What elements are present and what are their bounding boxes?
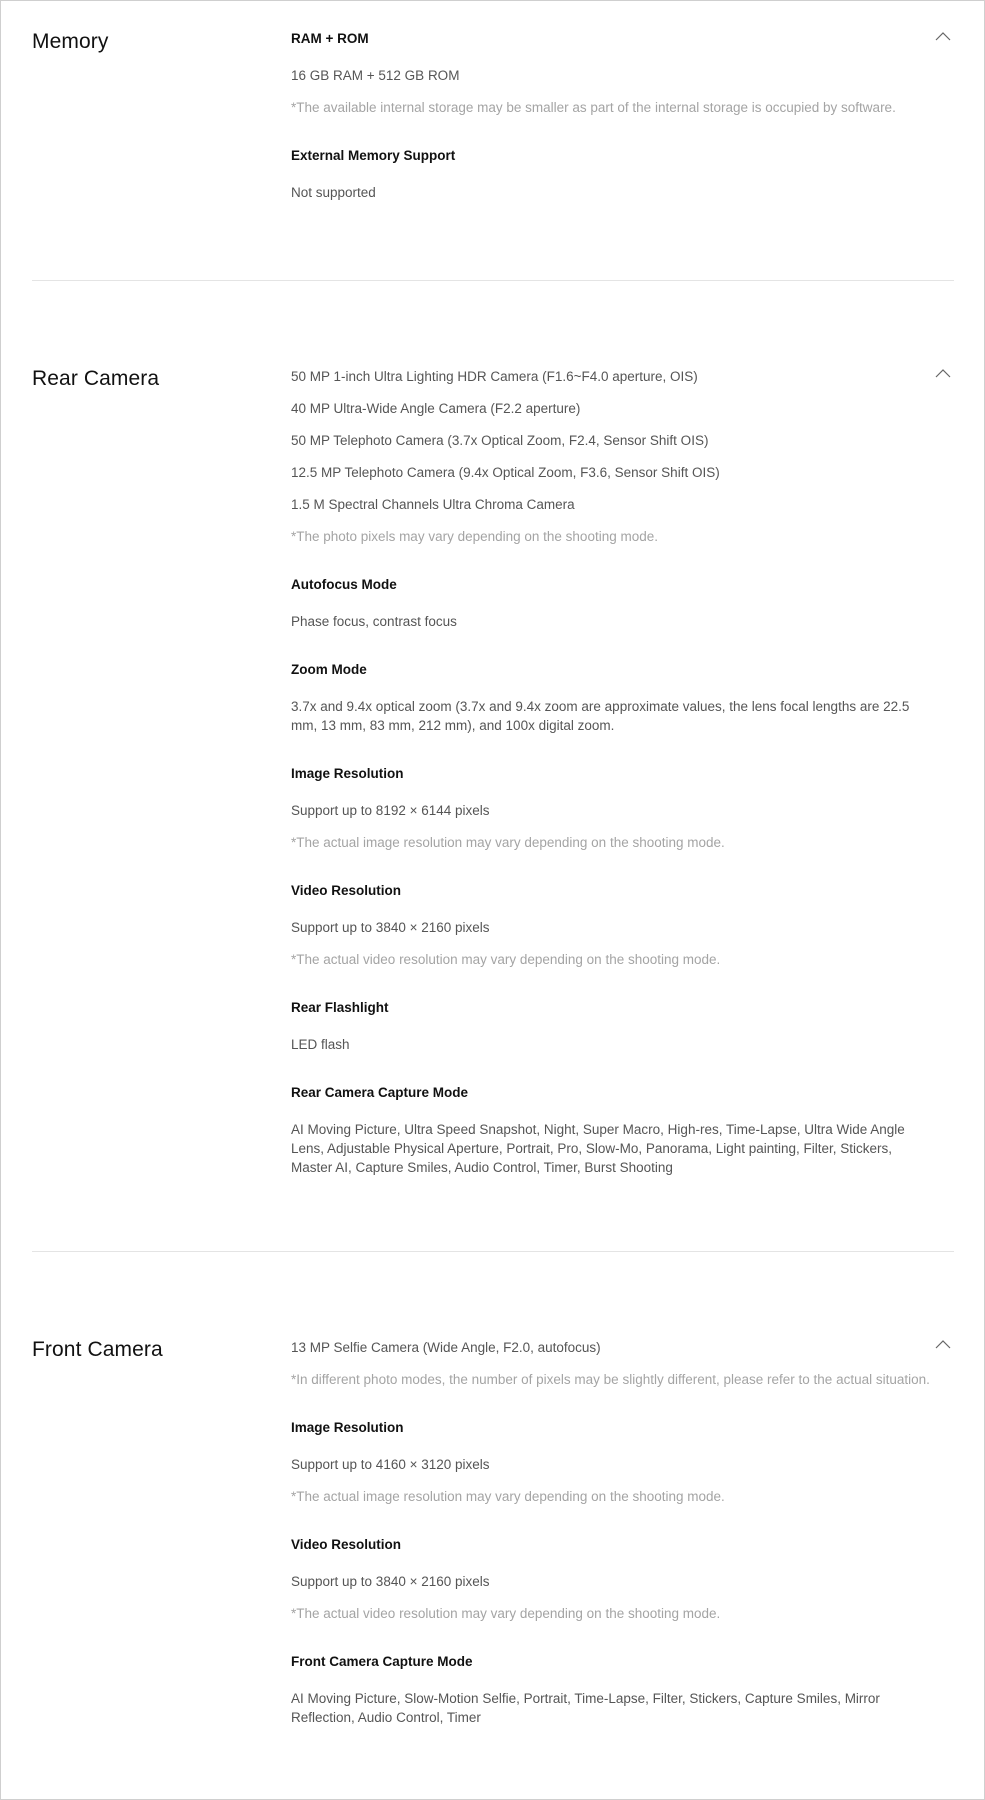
spec-heading: Rear Flashlight <box>291 1000 389 1015</box>
spec-value: AI Moving Picture, Ultra Speed Snapshot, Night, Super Macro, High-res, Time-Lapse, Ultra Wide Angle Lens, Adjustable Physical Aperture, Portrait, Pro, Slow-Mo, Panorama, Light painting, Filter, Stickers, Master AI, Capture Smiles, Audio Control, Timer, Burst Shooting <box>291 1122 905 1175</box>
chevron-up-icon <box>935 368 951 378</box>
spec-external-memory <box>291 147 931 202</box>
spec-image-resolution <box>291 1419 931 1506</box>
spec-value: Not supported <box>291 185 376 200</box>
spec-value: 40 MP Ultra-Wide Angle Camera (F2.2 aperture) <box>291 401 581 416</box>
spec-heading: Video Resolution <box>291 1537 402 1552</box>
section-title-front-camera: Front Camera <box>32 1338 163 1361</box>
spec-ram-rom <box>291 30 931 117</box>
spec-value: AI Moving Picture, Slow-Motion Selfie, Portrait, Time-Lapse, Filter, Stickers, Capture Smiles, Mirror Reflection, Audio Control, Timer <box>291 1691 880 1725</box>
spec-value: 50 MP 1-inch Ultra Lighting HDR Camera (F1.6~F4.0 aperture, OIS) <box>291 369 698 384</box>
memory-specs <box>291 30 931 224</box>
chevron-up-icon <box>935 1339 951 1349</box>
spec-note: *The actual video resolution may vary depending on the shooting mode. <box>291 1606 721 1621</box>
spec-selfie-camera <box>291 1338 931 1389</box>
spec-note: *The photo pixels may vary depending on the shooting mode. <box>291 529 658 544</box>
spec-value: 16 GB RAM + 512 GB ROM <box>291 68 460 83</box>
spec-autofocus-mode <box>291 576 931 631</box>
rear-camera-specs <box>291 367 931 1199</box>
spec-note: *The actual video resolution may vary depending on the shooting mode. <box>291 952 721 967</box>
section-title-rear-camera: Rear Camera <box>32 367 160 390</box>
spec-value: LED flash <box>291 1037 350 1052</box>
spec-note: *The available internal storage may be smaller as part of the internal storage is occupied by software. <box>291 100 896 115</box>
chevron-up-icon <box>935 31 951 41</box>
spec-video-resolution <box>291 882 931 969</box>
spec-zoom-mode <box>291 661 931 735</box>
spec-value: 1.5 M Spectral Channels Ultra Chroma Camera <box>291 497 575 512</box>
spec-value: 13 MP Selfie Camera (Wide Angle, F2.0, autofocus) <box>291 1340 601 1355</box>
section-divider <box>32 280 954 281</box>
spec-value: Support up to 3840 × 2160 pixels <box>291 1574 490 1589</box>
front-camera-specs <box>291 1338 931 1749</box>
front-camera-collapse-button[interactable] <box>932 1336 954 1352</box>
spec-heading: Rear Camera Capture Mode <box>291 1085 469 1100</box>
spec-video-resolution <box>291 1536 931 1623</box>
spec-heading: Zoom Mode <box>291 662 367 677</box>
spec-value: Phase focus, contrast focus <box>291 614 457 629</box>
memory-collapse-button[interactable] <box>932 28 954 44</box>
spec-note: *The actual image resolution may vary depending on the shooting mode. <box>291 1489 725 1504</box>
spec-heading: Image Resolution <box>291 1420 404 1435</box>
spec-value: 3.7x and 9.4x optical zoom (3.7x and 9.4x zoom are approximate values, the lens focal lengths are 22.5 mm, 13 mm, 83 mm, 212 mm), and 100x digital zoom. <box>291 699 910 733</box>
spec-note: *In different photo modes, the number of pixels may be slightly different, please refer to the actual situation. <box>291 1372 930 1387</box>
section-title-memory: Memory <box>32 30 109 53</box>
spec-value: Support up to 4160 × 3120 pixels <box>291 1457 490 1472</box>
spec-heading: Autofocus Mode <box>291 577 397 592</box>
spec-value: Support up to 8192 × 6144 pixels <box>291 803 490 818</box>
spec-heading: Front Camera Capture Mode <box>291 1654 473 1669</box>
spec-value: Support up to 3840 × 2160 pixels <box>291 920 490 935</box>
spec-rear-flashlight <box>291 999 931 1054</box>
section-divider <box>32 1251 954 1252</box>
spec-heading: Image Resolution <box>291 766 404 781</box>
spec-image-resolution <box>291 765 931 852</box>
spec-heading: RAM + ROM <box>291 31 369 46</box>
spec-heading: External Memory Support <box>291 148 456 163</box>
spec-rear-camera-lenses <box>291 367 931 546</box>
spec-heading: Video Resolution <box>291 883 402 898</box>
spec-front-capture-mode <box>291 1653 931 1727</box>
spec-note: *The actual image resolution may vary depending on the shooting mode. <box>291 835 725 850</box>
rear-camera-collapse-button[interactable] <box>932 365 954 381</box>
spec-value: 12.5 MP Telephoto Camera (9.4x Optical Zoom, F3.6, Sensor Shift OIS) <box>291 465 720 480</box>
spec-value: 50 MP Telephoto Camera (3.7x Optical Zoom, F2.4, Sensor Shift OIS) <box>291 433 709 448</box>
spec-rear-capture-mode <box>291 1084 931 1177</box>
